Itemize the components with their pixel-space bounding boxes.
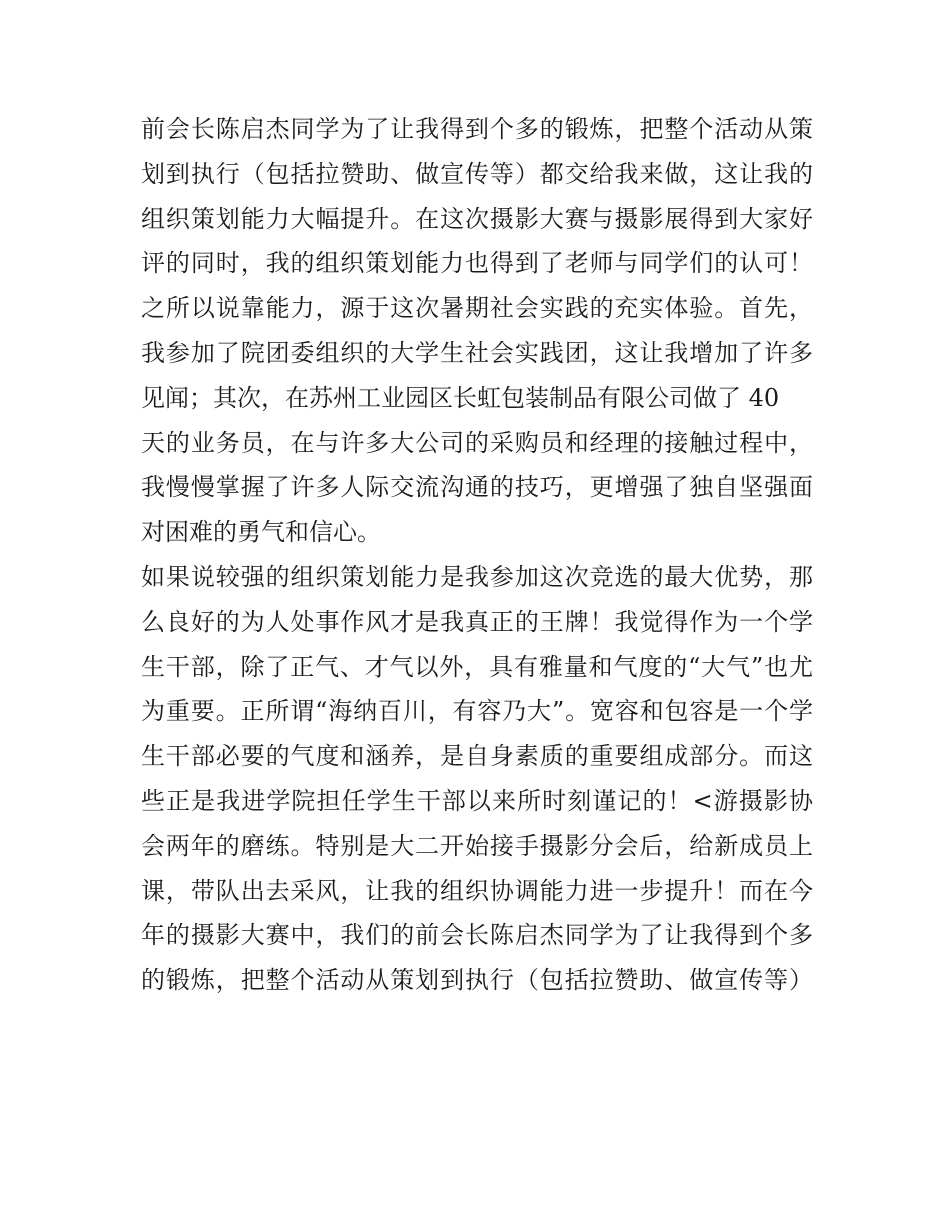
text-line: 见闻；其次，在苏州工业园区长虹包装制品有限公司做了 40 <box>141 383 780 412</box>
text-line: 对困难的勇气和信心。 <box>141 518 381 547</box>
text-line: 的锻炼，把整个活动从策划到执行（包括拉赞助、做宣传等） <box>141 966 813 995</box>
text-line: 生干部必要的气度和涵养，是自身素质的重要组成部分。而这 <box>141 742 813 771</box>
text-line: 我慢慢掌握了许多人际交流沟通的技巧，更增强了独自坚强面 <box>141 473 813 502</box>
text-line: 会两年的磨练。特别是大二开始接手摄影分会后，给新成员上 <box>141 831 813 860</box>
text-line: 生干部，除了正气、才气以外，具有雅量和气度的“大气”也尤 <box>141 652 813 681</box>
text-line: 之所以说靠能力，源于这次暑期社会实践的充实体验。首先， <box>141 294 813 323</box>
text-line: 课，带队出去采风，让我的组织协调能力进一步提升！而在今 <box>141 876 813 905</box>
text-line: 天的业务员，在与许多大公司的采购员和经理的接触过程中， <box>141 428 813 457</box>
text-line: 为重要。正所谓“海纳百川，有容乃大”。宽容和包容是一个学 <box>141 697 813 726</box>
text-line: 评的同时，我的组织策划能力也得到了老师与同学们的认可！ <box>141 249 813 278</box>
text-line: 些正是我进学院担任学生干部以来所时刻谨记的！<游摄影协 <box>141 786 813 815</box>
text-line: 前会长陈启杰同学为了让我得到个多的锻炼，把整个活动从策 <box>141 115 813 143</box>
text-line: 我参加了院团委组织的大学生社会实践团，这让我增加了许多 <box>141 338 813 367</box>
body-text <box>141 107 813 1003</box>
text-line: 组织策划能力大幅提升。在这次摄影大赛与摄影展得到大家好 <box>141 204 813 233</box>
text-line: 年的摄影大赛中，我们的前会长陈启杰同学为了让我得到个多 <box>141 921 813 950</box>
text-line: 如果说较强的组织策划能力是我参加这次竞选的最大优势，那 <box>141 562 813 591</box>
text-line: 么良好的为人处事作风才是我真正的王牌！我觉得作为一个学 <box>141 607 813 636</box>
text-line: 划到执行（包括拉赞助、做宣传等）都交给我来做，这让我的 <box>141 159 813 188</box>
